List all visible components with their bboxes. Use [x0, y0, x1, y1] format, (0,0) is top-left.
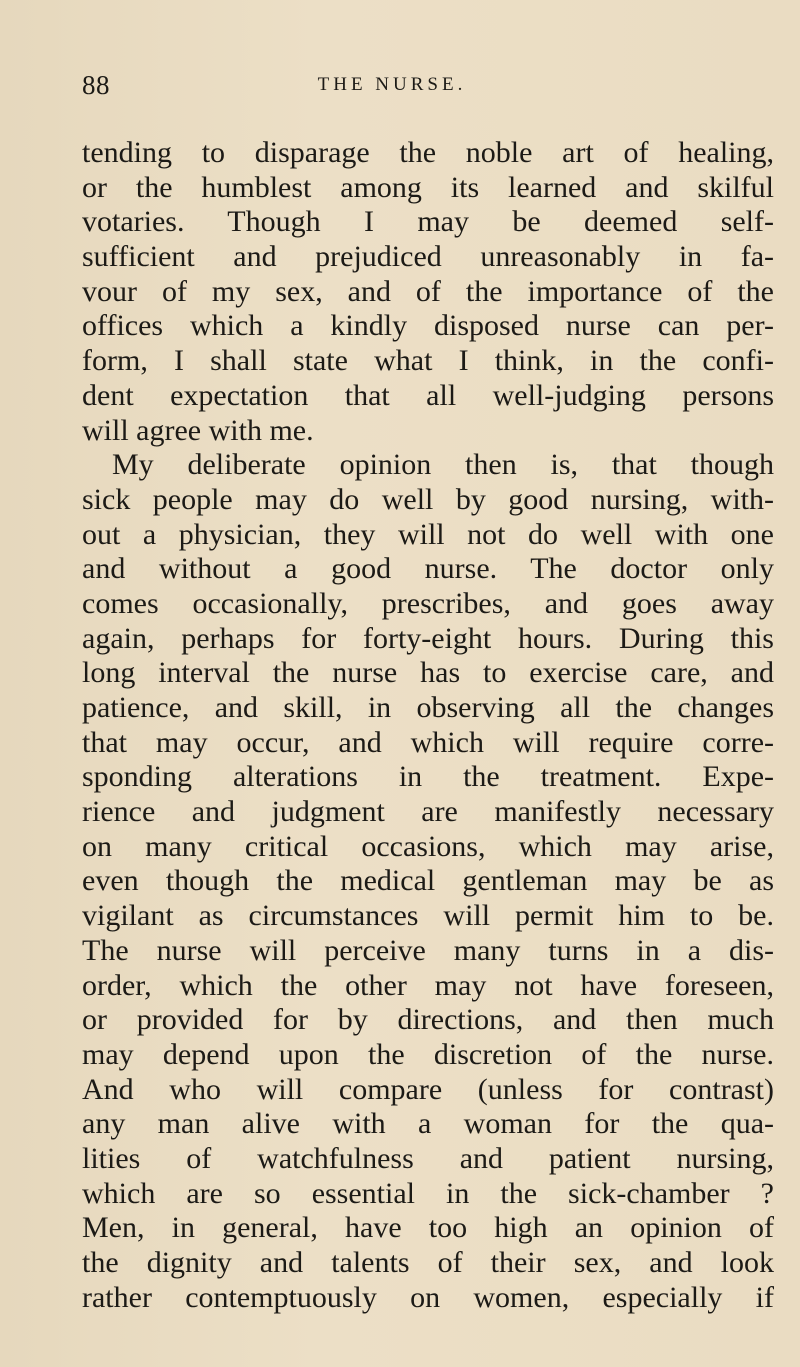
text-line: form, I shall state what I think, in the confi-	[82, 344, 774, 378]
text-line: or provided for by directions, and then much	[82, 1003, 774, 1037]
text-line: comes occasionally, prescribes, and goes away	[82, 586, 774, 620]
body-text	[82, 136, 774, 1315]
text-line: rience and judgment are manifestly necessary	[82, 795, 774, 829]
text-line: tending to disparage the noble art of healing,	[82, 136, 774, 169]
text-line: or the humblest among its learned and skilful	[82, 170, 774, 204]
text-line: order, which the other may not have foreseen,	[82, 968, 774, 1002]
text-line: that may occur, and which will require corre-	[82, 725, 774, 759]
text-line: offices which a kindly disposed nurse can per-	[82, 309, 774, 343]
page-header	[82, 70, 772, 110]
text-line: Men, in general, have too high an opinion of	[82, 1211, 774, 1245]
text-line: the dignity and talents of their sex, and look	[82, 1246, 774, 1279]
text-line: may depend upon the discretion of the nurse.	[82, 1037, 774, 1071]
text-line: And who will compare (unless for contrast)	[82, 1072, 774, 1106]
text-line: vigilant as circumstances will permit him to be.	[82, 899, 774, 933]
text-line: My deliberate opinion then is, that though	[112, 448, 774, 482]
text-line: sick people may do well by good nursing, with-	[82, 482, 774, 516]
text-line: on many critical occasions, which may arise,	[82, 829, 774, 863]
text-line: sufficient and prejudiced unreasonably in fa-	[82, 240, 774, 274]
text-line: which are so essential in the sick-chamber ?	[82, 1176, 774, 1210]
text-line: out a physician, they will not do well with one	[82, 517, 774, 551]
text-line: dent expectation that all well-judging persons	[82, 378, 774, 412]
text-line: long interval the nurse has to exercise care, and	[82, 656, 774, 690]
text-line: will agree with me.	[82, 413, 314, 447]
text-line: lities of watchfulness and patient nursing,	[82, 1141, 774, 1175]
text-line: votaries. Though I may be deemed self-	[82, 205, 774, 239]
page-number: 88	[82, 70, 110, 100]
text-line: The nurse will perceive many turns in a dis-	[82, 933, 774, 967]
text-line: patience, and skill, in observing all the changes	[82, 691, 774, 724]
text-line: again, perhaps for forty-eight hours. During this	[82, 621, 774, 655]
text-line: sponding alterations in the treatment. Expe-	[82, 760, 774, 794]
text-line: any man alive with a woman for the qua-	[82, 1107, 774, 1141]
text-line: even though the medical gentleman may be as	[82, 864, 774, 898]
text-line: rather contemptuously on women, especially if	[82, 1280, 774, 1314]
text-line: and without a good nurse. The doctor only	[82, 552, 774, 586]
text-line: vour of my sex, and of the importance of the	[82, 274, 774, 308]
running-head: THE NURSE.	[317, 74, 467, 95]
